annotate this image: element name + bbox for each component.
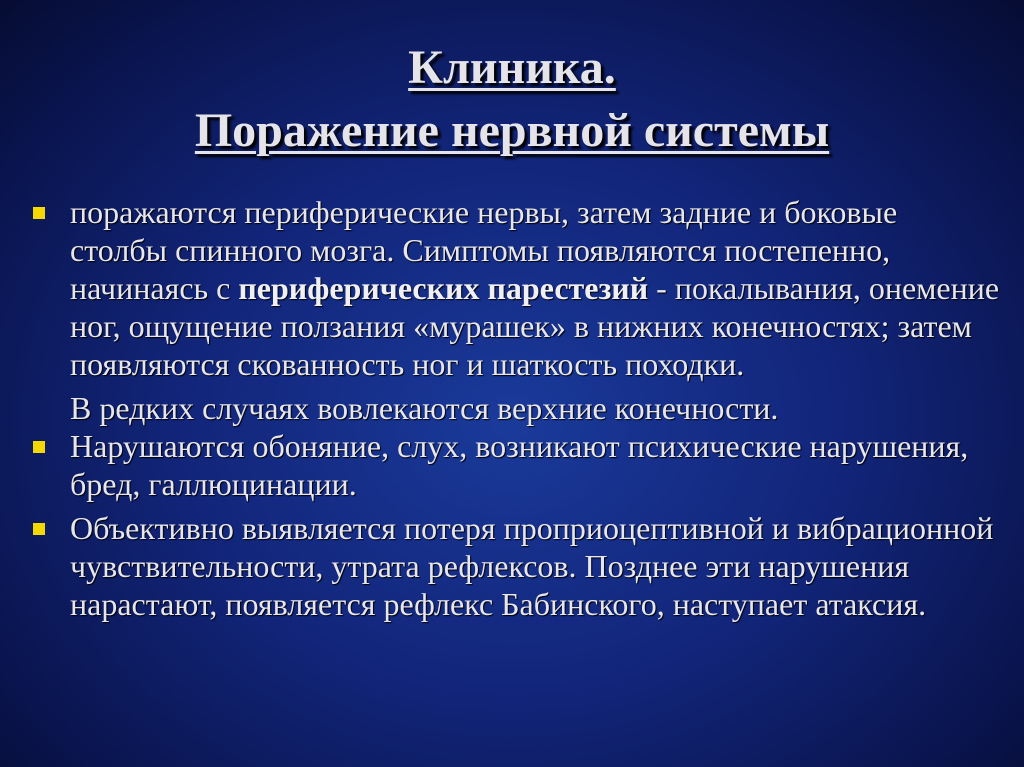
slide-title	[0, 36, 1024, 162]
bullet-item-2	[30, 427, 1000, 503]
bullet-3-text: Объективно выявляется потеря проприоцептивной и вибрационной чувствительности, утрата рефлексов. Позднее эти нарушения нарастают, появляется рефлекс Бабинского, наступает атаксия.	[70, 510, 994, 622]
title-line-1: Клиника.	[408, 41, 616, 94]
bullet-item-3	[30, 509, 1000, 623]
title-line-2: Поражение нервной системы	[194, 104, 830, 157]
bullet-1-continuation: В редких случаях вовлекаются верхние конечности.	[70, 390, 779, 426]
bullet-list	[30, 193, 1000, 623]
square-bullet-icon	[33, 207, 45, 219]
bullet-item-1	[30, 193, 1000, 383]
bullet-1-text-after: - покалывания, онемение ног, ощущение ползания «мурашек» в нижних конечностях; затем появляются скованность ног и шаткость походки.	[70, 270, 1000, 382]
bullet-1-bold-text: периферических парестезий	[238, 270, 649, 306]
bullet-1-text-before: поражаются периферические нервы, затем задние и боковые столбы спинного мозга. Симптомы появляются постепенно, начинаясь с	[70, 194, 898, 306]
bullet-2-text: Нарушаются обоняние, слух, возникают психические нарушения, бред, галлюцинации.	[70, 428, 969, 502]
square-bullet-icon	[33, 523, 45, 535]
square-bullet-icon	[33, 441, 45, 453]
